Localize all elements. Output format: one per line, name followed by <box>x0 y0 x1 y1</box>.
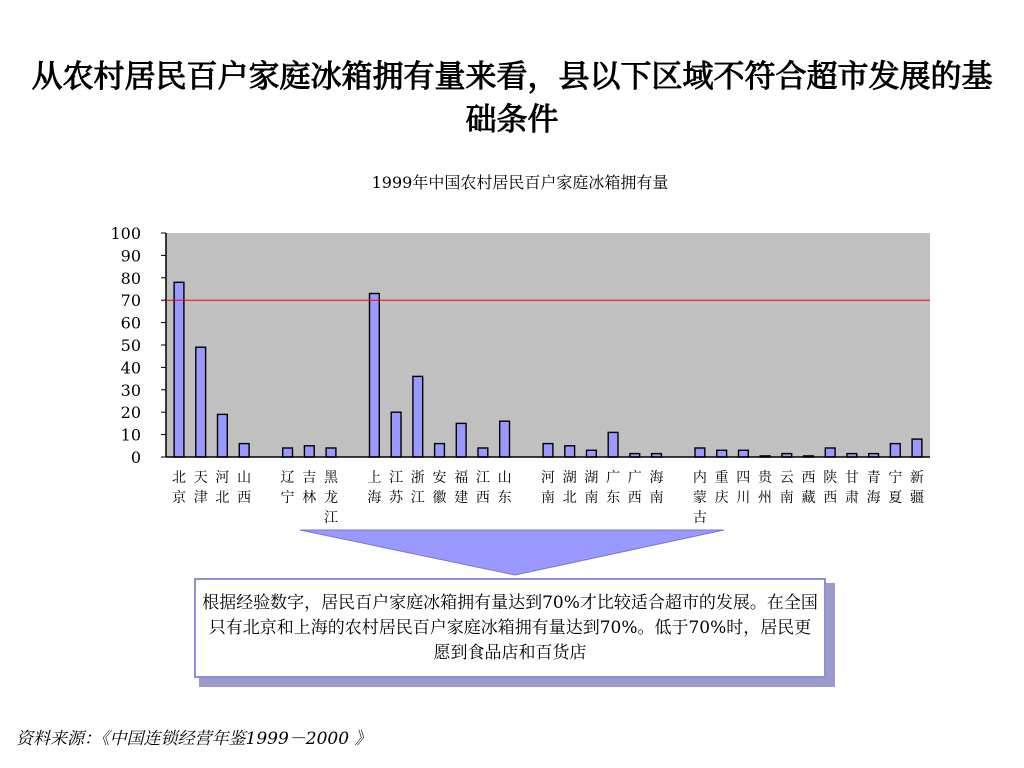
bar <box>174 282 184 457</box>
x-tick-label: 四川 <box>736 470 751 506</box>
source-note: 资料来源：《中国连锁经营年鉴1999－2000 》 <box>16 729 372 749</box>
bar <box>391 412 401 457</box>
bar <box>478 448 488 457</box>
x-tick-label: 河南 <box>541 470 555 506</box>
bar <box>218 414 228 457</box>
x-tick-label: 新疆 <box>910 470 924 506</box>
x-tick-label: 天津 <box>193 470 208 506</box>
chart-title: 1999年中国农村居民百户家庭冰箱拥有量 <box>371 173 669 192</box>
bar <box>370 294 380 458</box>
x-tick-label: 山西 <box>237 470 252 506</box>
y-tick-label: 90 <box>120 246 141 266</box>
x-tick-label: 江西 <box>475 470 490 506</box>
y-tick-label: 60 <box>120 313 141 333</box>
x-tick-label: 吉林 <box>302 470 317 506</box>
x-tick-label: 重庆 <box>714 470 729 506</box>
bar <box>413 376 423 457</box>
bar <box>456 423 466 457</box>
x-tick-label: 湖北 <box>562 470 577 506</box>
plot-area <box>166 233 930 457</box>
y-tick-label: 80 <box>120 268 141 288</box>
bar <box>890 444 900 457</box>
bar <box>435 444 445 457</box>
x-tick-label: 内蒙古 <box>692 470 707 526</box>
x-tick-label: 北京 <box>172 470 186 506</box>
x-tick-label: 广东 <box>606 470 621 506</box>
y-tick-label: 20 <box>120 403 141 423</box>
bar <box>543 444 553 457</box>
y-tick-label: 70 <box>120 291 141 311</box>
callout-box <box>194 578 826 678</box>
x-tick-label: 陕西 <box>823 470 838 506</box>
bar <box>283 448 293 457</box>
x-tick-label: 贵州 <box>758 470 772 506</box>
bar <box>608 432 618 457</box>
bar <box>239 444 249 457</box>
x-tick-label: 河北 <box>215 470 230 506</box>
y-tick-label: 50 <box>120 336 141 355</box>
x-tick-label: 浙江 <box>410 470 425 506</box>
x-tick-label: 宁夏 <box>888 470 903 506</box>
x-tick-label: 甘肃 <box>844 470 859 506</box>
bar <box>500 421 510 457</box>
page-title: 从农村居民百户家庭冰箱拥有量来看，县以下区域不符合超市发展的基础条件 <box>31 59 993 138</box>
x-tick-label: 广西 <box>627 470 642 506</box>
y-tick-label: 30 <box>120 380 141 400</box>
y-tick-label: 10 <box>120 425 141 445</box>
y-tick-label: 100 <box>110 224 141 243</box>
x-tick-label: 江苏 <box>389 470 404 506</box>
x-tick-label: 安徽 <box>432 470 447 506</box>
callout-arrow <box>300 530 724 575</box>
bar <box>695 448 705 457</box>
x-tick-label: 上海 <box>367 470 382 506</box>
y-tick-label: 0 <box>130 448 141 467</box>
x-tick-label: 黑龙江 <box>324 470 338 526</box>
y-axis <box>110 224 166 467</box>
callout-text: 根据经验数字，居民百户家庭冰箱拥有量达到70%才比较适合超市的发展。在全国只有北京和上海的农村居民百户家庭冰箱拥有量达到70%。低于70%时，居民更愿到食品店和百货店 <box>202 592 818 663</box>
bar <box>565 446 575 457</box>
x-tick-label: 青海 <box>866 470 881 506</box>
x-axis-labels <box>172 469 924 526</box>
x-tick-label: 西藏 <box>801 470 816 506</box>
bar <box>304 446 314 457</box>
bar <box>587 450 597 457</box>
x-tick-label: 湖南 <box>584 470 599 506</box>
x-tick-label: 云南 <box>779 470 794 506</box>
bar <box>739 450 749 457</box>
bar <box>196 347 206 457</box>
x-tick-label: 山东 <box>497 470 512 506</box>
bar <box>912 439 922 457</box>
bar <box>717 450 727 457</box>
x-tick-label: 海南 <box>649 470 664 506</box>
y-tick-label: 40 <box>120 358 141 378</box>
bar <box>326 448 336 457</box>
x-tick-label: 辽宁 <box>280 470 295 506</box>
bar <box>825 448 835 457</box>
x-tick-label: 福建 <box>454 470 469 506</box>
